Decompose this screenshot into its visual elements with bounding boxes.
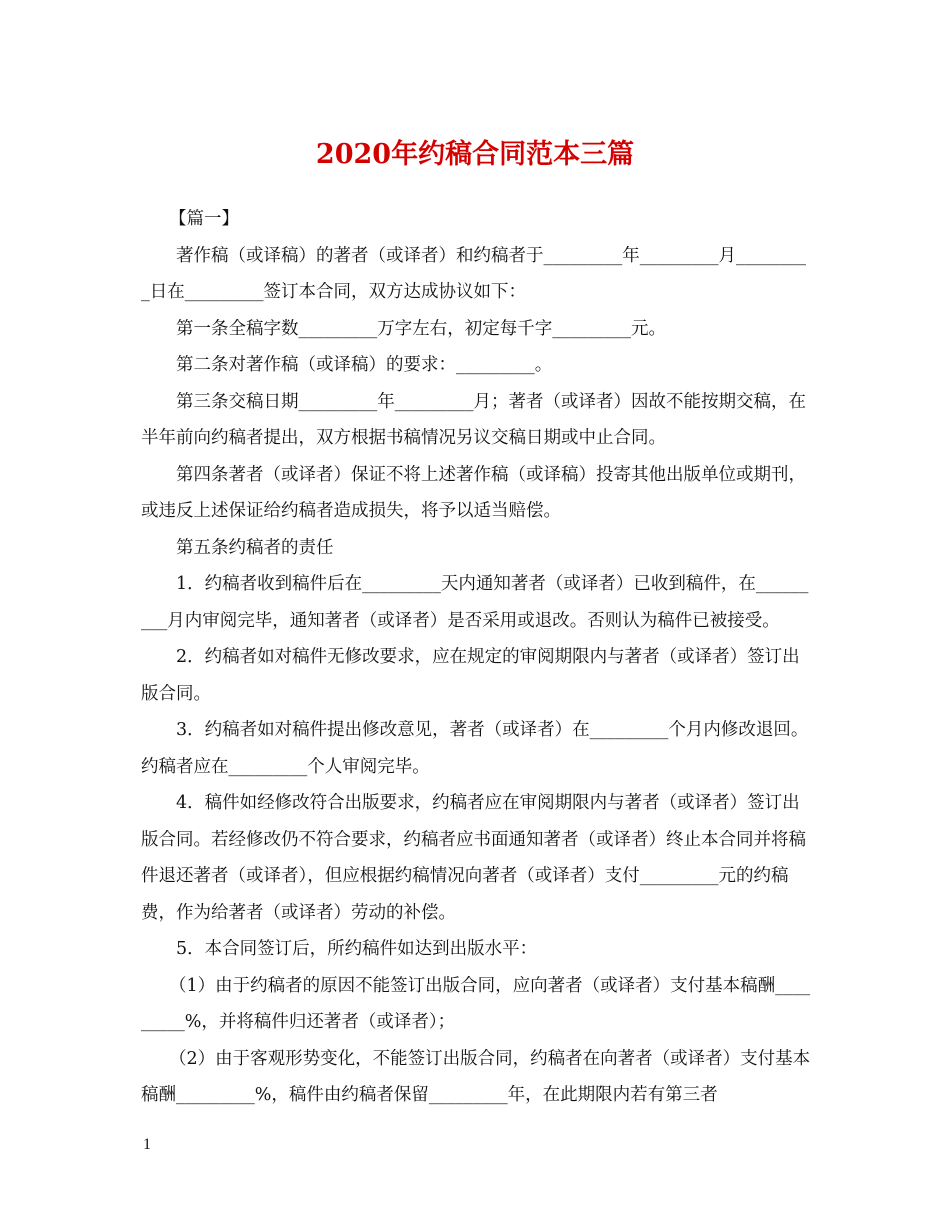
page-number: 1 (143, 1136, 151, 1153)
paragraph: 著作稿（或译稿）的著者（或译者）和约稿者于_________年_________月_________日在_________签订本合同，双方达成协议如下： (141, 245, 806, 302)
paragraph: 第一条全稿字数_________万字左右，初定每千字_________元。 (176, 318, 666, 339)
paragraph: 5．本合同签订后，所约稿件如达到出版水平： (176, 939, 538, 959)
paragraph: 4．稿件如经修改符合出版要求，约稿者应在审阅期限内与著者（或译者）签订出版合同。若经修改仍不符合要求，约稿者应书面通知著者（或译者）终止本合同并将稿件退还著者（或译者），但应根据约稿情况向著者（或译者）支付_________元的约稿费，作为给著者（或译者）劳动的补偿。 (141, 793, 806, 923)
paragraph: 第五条约稿者的责任 (176, 537, 334, 558)
paragraph: 3．约稿者如对稿件提出修改意见，著者（或译者）在_________个月内修改退回。约稿者应在_________个人审阅完毕。 (141, 720, 809, 777)
section-heading: 【篇一】 (169, 209, 239, 229)
paragraph: 2．约稿者如对稿件无修改要求，应在规定的审阅期限内与著者（或译者）签订出版合同。 (141, 647, 800, 704)
document-title: 2020年约稿合同范本三篇 (315, 139, 635, 170)
document-body (141, 201, 813, 1114)
paragraph: （2）由于客观形势变化，不能签订出版合同，约稿者在向著者（或译者）支付基本稿酬_________%，稿件由约稿者保留_________年，在此期限内若有第三者 (141, 1048, 811, 1105)
paragraph: 第三条交稿日期_________年_________月；著者（或译者）因故不能按期交稿，在半年前向约稿者提出，双方根据书稿情况另议交稿日期或中止合同。 (141, 391, 806, 448)
paragraph: 1．约稿者收到稿件后在_________天内通知著者（或译者）已收到稿件，在_________月内审阅完毕，通知著者（或译者）是否采用或退改。否则认为稿件已被接受。 (141, 574, 809, 631)
paragraph: 第二条对著作稿（或译稿）的要求：_________。 (176, 355, 553, 375)
paragraph: 第四条著者（或译者）保证不将上述著作稿（或译稿）投寄其他出版单位或期刊，或违反上述保证给约稿者造成损失，将予以适当赔偿。 (141, 464, 806, 521)
paragraph: （1）由于约稿者的原因不能签订出版合同，应向著者（或译者）支付基本稿酬_________%，并将稿件归还著者（或译者）； (141, 975, 811, 1032)
